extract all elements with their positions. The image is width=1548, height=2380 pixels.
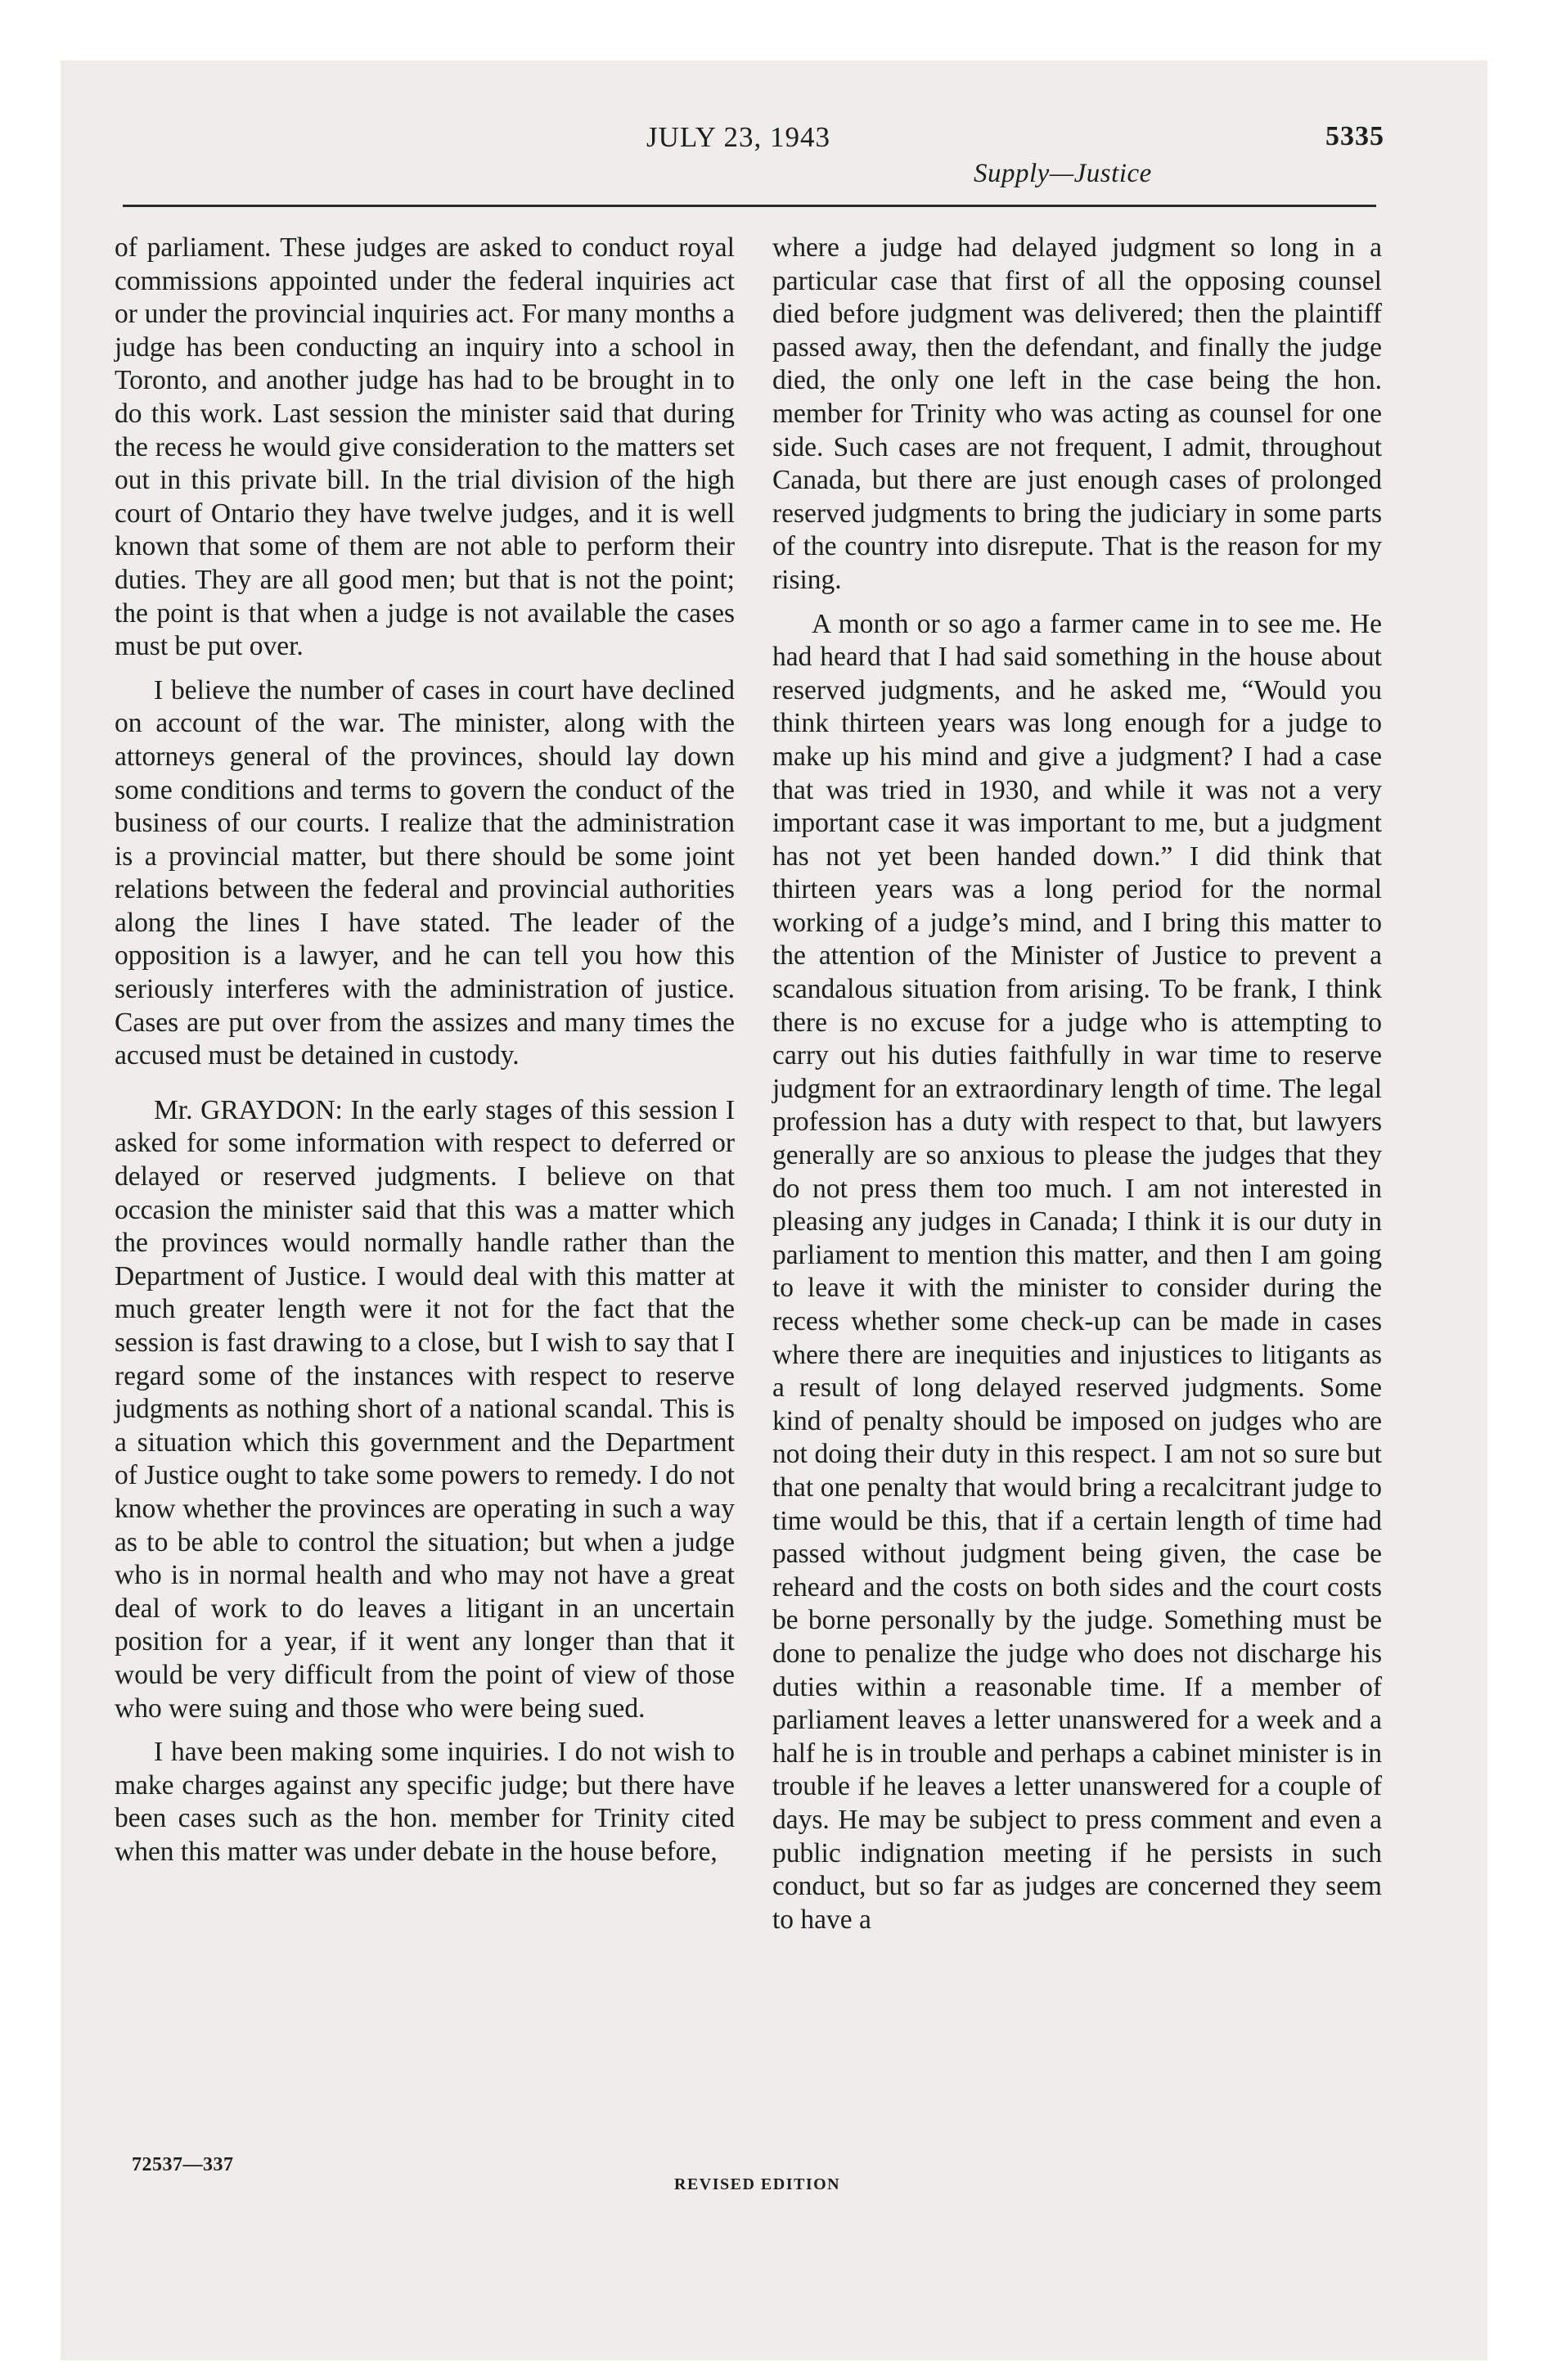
header-rule [123, 205, 1376, 207]
paragraph: I believe the number of cases in court have declined on account of the war. The minister, along with the attorneys general of the provinces, should lay down some conditions and terms to govern the conduct of the business of our courts. I realize that the administration is a provincial matter, but there should be some joint relations between the federal and provincial authorities along the lines I have stated. The leader of the opposition is a lawyer, and he can tell you how this seriously interferes with the administration of justice. Cases are put over from the assizes and many times the accused must be detained in custody. [115, 674, 735, 1071]
header-date: JULY 23, 1943 [646, 121, 830, 153]
paragraph: I have been making some inquiries. I do not wish to make charges against any specific judge; but there have been cases such as the hon. member for Trinity cited when this matter was under debate in the house before, [115, 1737, 735, 1867]
paragraph: of parliament. These judges are asked to conduct royal commissions appointed under the federal inquiries act or under the provincial inquiries act. For many months a judge has been conducting an inquiry into a school in Toronto, and another judge has had to be brought in to do this work. Last session the minister said that during the recess he would give consideration to the matters set out in this private bill. In the trial division of the high court of Ontario they have twelve judges, and it is well known that some of them are not able to perform their duties. They are all good men; but that is not the point; the point is that when a judge is not available the cases must be put over. [115, 232, 735, 662]
edition-label: REVISED EDITION [674, 2175, 841, 2193]
speaker-paragraph: Mr. GRAYDON: In the early stages of this session I asked for some information with respect to deferred or delayed or reserved judgments. I believe on that occasion the minister said that this was a matter which the provinces would normally handle rather than the Department of Justice. I would deal with this matter at much greater length were it not for the fact that the session is fast drawing to a close, but I wish to say that I regard some of the instances with respect to reserve judgments as nothing short of a national scandal. This is a situation which this government and the Department of Justice ought to take some powers to remedy. I do not know whether the provinces are operating in such a way as to be able to control the situation; but when a judge who is in normal health and who may not have a great deal of work to do leaves a litigant in an uncertain position for a year, if it went any longer than that it would be very difficult from the point of view of those who were suing and those who were being sued. [115, 1094, 735, 1724]
paragraph: where a judge had delayed judgment so long in a particular case that first of all the opposing counsel died before judgment was delivered; then the plaintiff passed away, then the defendant, and finally the judge died, the only one left in the case being the hon. member for Trinity who was acting as counsel for one side. Such cases are not frequent, I admit, throughout Canada, but there are just enough cases of prolonged reserved judgments to bring the judiciary in some parts of the country into disrepute. That is the reason for my rising. [772, 232, 1382, 595]
paragraph: A month or so ago a farmer came in to see me. He had heard that I had said something in the house about reserved judgments, and he asked me, “Would you think thirteen years was long enough for a judge to make up his mind and give a judgment? I had a case that was tried in 1930, and while it was not a very important case it was important to me, but a judgment has not yet been handed down.” I did think that thirteen years was a long period for the normal working of a judge’s mind, and I bring this matter to the attention of the Minister of Justice to prevent a scandalous situation from arising. To be frank, I think there is no excuse for a judge who is attempting to carry out his duties faithfully in war time to reserve judgment for an extraordinary length of time. The legal profession has a duty with respect to that, but lawyers generally are so anxious to please the judges that they do not press them too much. I am not interested in pleasing any judges in Canada; I think it is our duty in parliament to mention this matter, and then I am going to leave it with the minister to consider during the recess whether some check-up can be made in cases where there are inequities and injustices to litigants as a result of long delayed reserved judgments. Some kind of penalty should be imposed on judges who are not doing their duty in this respect. I am not so sure but that one penalty that would bring a recalcitrant judge to time would be this, that if a certain length of time had passed without judgment being given, the case be reheard and the costs on both sides and the court costs be borne personally by the judge. Something must be done to penalize the judge who does not discharge his duties within a reasonable time. If a member of parliament leaves a letter unanswered for a week and a half he is in trouble and perhaps a cabinet minister is in trouble if he leaves a letter unanswered for a couple of days. He may be subject to press comment and even a public indignation meeting if he persists in such conduct, but so far as judges are concerned they seem to have a [772, 608, 1382, 1935]
right-column [772, 232, 1382, 1936]
left-column [115, 232, 735, 1869]
header-section-title: Supply—Justice [974, 159, 1152, 188]
header-page-number: 5335 [1325, 121, 1384, 151]
print-number: 72537—337 [132, 2154, 234, 2175]
